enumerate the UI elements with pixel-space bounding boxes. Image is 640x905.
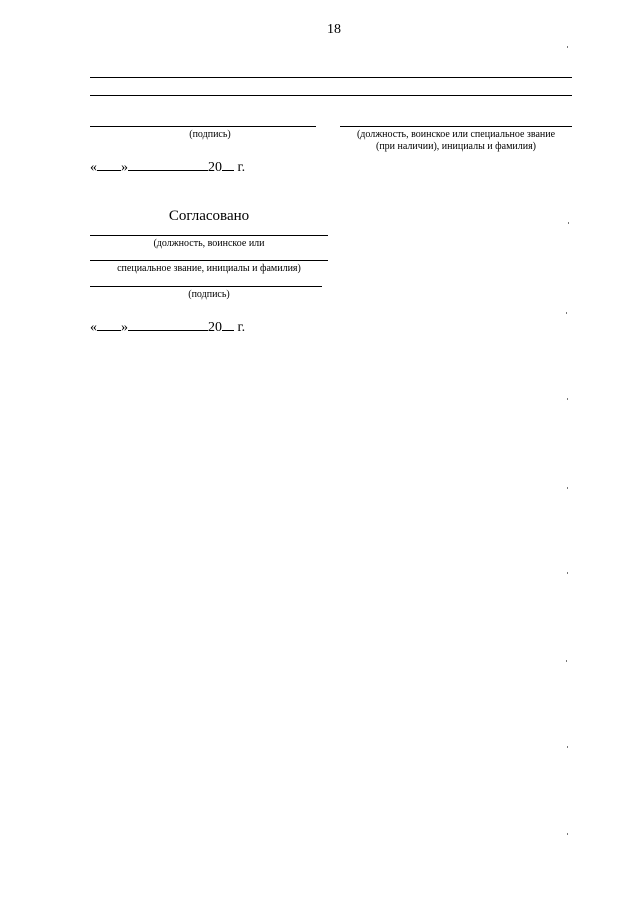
blank-line-2 bbox=[90, 95, 572, 96]
year-suffix: г. bbox=[237, 160, 246, 175]
signature-caption: (подпись) bbox=[189, 129, 231, 140]
position-caption-line-2: (при наличии), инициалы и фамилия) bbox=[375, 141, 537, 152]
scan-speck bbox=[568, 222, 569, 224]
blank-line-1 bbox=[90, 77, 572, 78]
date-open-quote: « bbox=[90, 160, 97, 175]
signature-line bbox=[90, 126, 316, 127]
year-blank bbox=[222, 158, 234, 171]
day-blank bbox=[97, 158, 121, 171]
date-field-2 bbox=[90, 318, 245, 336]
scan-speck bbox=[567, 833, 568, 835]
scan-speck bbox=[567, 487, 568, 489]
approval-position-line bbox=[90, 235, 328, 236]
year-suffix: г. bbox=[237, 320, 246, 335]
approval-position-caption-line-2: специальное звание, инициалы и фамилия) bbox=[117, 263, 301, 274]
date-close-quote: » bbox=[121, 320, 128, 335]
day-blank bbox=[97, 318, 121, 331]
date-open-quote: « bbox=[90, 320, 97, 335]
scan-speck bbox=[567, 572, 568, 574]
year-blank bbox=[222, 318, 234, 331]
month-blank bbox=[128, 158, 208, 171]
approval-signature-caption: (подпись) bbox=[188, 289, 230, 300]
month-blank bbox=[128, 318, 208, 331]
scan-speck bbox=[567, 746, 568, 748]
approval-position-line-2 bbox=[90, 260, 328, 261]
approval-heading: Согласовано bbox=[168, 208, 250, 224]
approval-signature-line bbox=[90, 286, 322, 287]
scan-speck bbox=[567, 398, 568, 400]
date-field-1 bbox=[90, 158, 245, 176]
approval-position-caption-line-1: (должность, воинское или bbox=[153, 238, 265, 249]
position-caption-line-1: (должность, воинское или специальное звание bbox=[356, 129, 556, 140]
position-line bbox=[340, 126, 572, 127]
page-number: 18 bbox=[327, 22, 341, 37]
scan-speck bbox=[567, 46, 568, 48]
year-prefix: 20 bbox=[208, 160, 222, 175]
scan-speck bbox=[566, 312, 567, 314]
scan-speck bbox=[566, 660, 567, 662]
year-prefix: 20 bbox=[208, 320, 222, 335]
date-close-quote: » bbox=[121, 160, 128, 175]
